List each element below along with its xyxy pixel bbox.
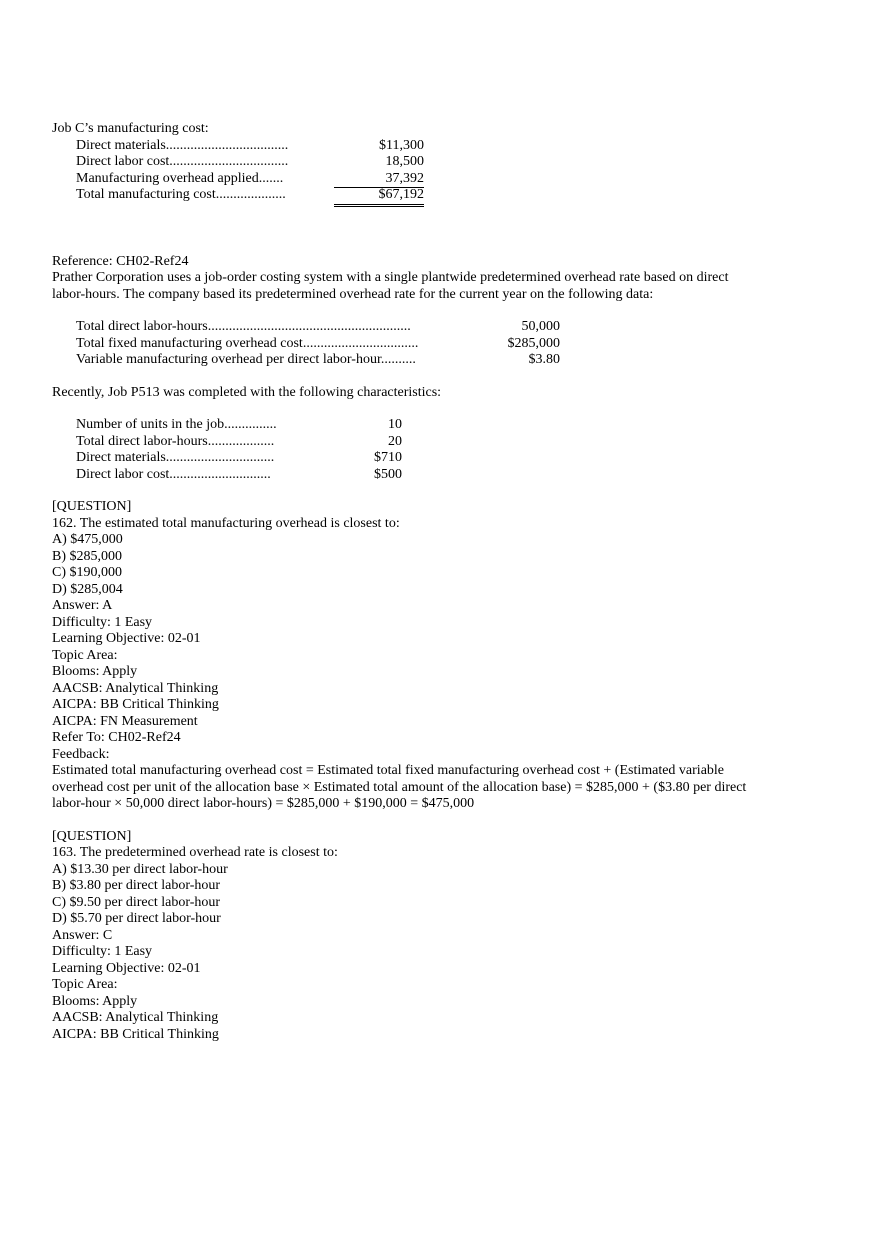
row-label: Direct materials............................... bbox=[76, 450, 275, 465]
topic-area: Topic Area: bbox=[52, 647, 118, 663]
answer-option: C) $9.50 per direct labor-hour bbox=[52, 894, 221, 910]
job-p513-intro: Recently, Job P513 was completed with the following characteristics: bbox=[52, 384, 442, 400]
row-value: $500 bbox=[374, 466, 402, 482]
reference-row bbox=[52, 319, 812, 336]
reference-row bbox=[52, 352, 812, 369]
row-value: 18,500 bbox=[385, 154, 424, 169]
row-value: $67,192 bbox=[334, 187, 424, 207]
feedback-text: Estimated total manufacturing overhead cost = Estimated total fixed manufacturing overhead cost + (Estimated variable overhead cost per unit of the allocation base × Estimated total amount of the allocation base) = $285,000 + ($3.80 per direct labor-hour × 50,000 direct labor-hours) = $285,000 + $190,000 = $475,000 bbox=[52, 763, 747, 811]
learning-objective: Learning Objective: 02-01 bbox=[52, 960, 201, 976]
answer-option: A) $13.30 per direct labor-hour bbox=[52, 861, 228, 877]
job-p513-row bbox=[52, 450, 812, 467]
answer-option: D) $285,004 bbox=[52, 581, 123, 597]
row-label: Variable manufacturing overhead per direct labor-hour.......... bbox=[76, 352, 416, 367]
row-label: Direct labor cost.................................. bbox=[76, 154, 289, 169]
reference-intro: Prather Corporation uses a job-order costing system with a single plantwide predetermined overhead rate based on direct labor-hours. The company based its predetermined overhead rate for the current year on the following data: bbox=[52, 270, 729, 302]
job-c-row bbox=[52, 154, 812, 171]
row-value: 37,392 bbox=[334, 171, 424, 189]
job-c-total-row bbox=[52, 187, 812, 204]
topic-area: Topic Area: bbox=[52, 977, 118, 992]
aicpa-fn: AICPA: FN Measurement bbox=[52, 713, 198, 729]
row-label: Total fixed manufacturing overhead cost................................. bbox=[76, 335, 419, 351]
row-label: Manufacturing overhead applied....... bbox=[76, 170, 284, 186]
feedback-label: Feedback: bbox=[52, 746, 110, 762]
answer-key: Answer: C bbox=[52, 927, 113, 943]
answer-key: Answer: A bbox=[52, 598, 113, 613]
question-text: 162. The estimated total manufacturing overhead is closest to: bbox=[52, 515, 400, 531]
document-page bbox=[52, 121, 812, 1043]
answer-option: D) $5.70 per direct labor-hour bbox=[52, 911, 221, 926]
difficulty: Difficulty: 1 Easy bbox=[52, 944, 153, 959]
blooms: Blooms: Apply bbox=[52, 664, 138, 679]
answer-option: C) $190,000 bbox=[52, 565, 122, 580]
aicpa-bb: AICPA: BB Critical Thinking bbox=[52, 697, 219, 712]
job-p513-row bbox=[52, 467, 812, 484]
row-value: $710 bbox=[374, 450, 402, 465]
answer-option: B) $285,000 bbox=[52, 548, 122, 564]
row-label: Total direct labor-hours................... bbox=[76, 433, 275, 449]
row-label: Total direct labor-hours.......................................................... bbox=[76, 319, 411, 334]
question-text: 163. The predetermined overhead rate is closest to: bbox=[52, 845, 338, 860]
answer-option: B) $3.80 per direct labor-hour bbox=[52, 878, 221, 893]
difficulty: Difficulty: 1 Easy bbox=[52, 614, 153, 630]
row-value: $11,300 bbox=[379, 137, 424, 153]
row-value: 50,000 bbox=[521, 319, 560, 334]
row-label: Total manufacturing cost.................... bbox=[76, 187, 286, 202]
row-value: 10 bbox=[388, 417, 402, 432]
row-value: $285,000 bbox=[507, 335, 560, 351]
job-p513-row bbox=[52, 434, 812, 451]
aicpa-bb: AICPA: BB Critical Thinking bbox=[52, 1026, 219, 1042]
job-p513-row bbox=[52, 417, 812, 434]
aacsb: AACSB: Analytical Thinking bbox=[52, 680, 219, 696]
learning-objective: Learning Objective: 02-01 bbox=[52, 631, 201, 646]
row-value: $3.80 bbox=[528, 352, 560, 367]
question-tag: [QUESTION] bbox=[52, 828, 132, 844]
aacsb: AACSB: Analytical Thinking bbox=[52, 1010, 219, 1025]
reference-row bbox=[52, 336, 812, 353]
row-label: Direct materials................................... bbox=[76, 137, 289, 153]
row-label: Number of units in the job............... bbox=[76, 417, 277, 432]
job-c-row bbox=[52, 171, 812, 188]
blooms: Blooms: Apply bbox=[52, 993, 138, 1009]
job-c-row bbox=[52, 138, 812, 155]
reference-title: Reference: CH02-Ref24 bbox=[52, 253, 189, 269]
answer-option: A) $475,000 bbox=[52, 532, 123, 547]
refer-to: Refer To: CH02-Ref24 bbox=[52, 730, 181, 745]
job-c-heading: Job C’s manufacturing cost: bbox=[52, 121, 209, 136]
row-label: Direct labor cost............................. bbox=[76, 466, 271, 482]
question-tag: [QUESTION] bbox=[52, 499, 132, 514]
row-value: 20 bbox=[388, 433, 402, 449]
